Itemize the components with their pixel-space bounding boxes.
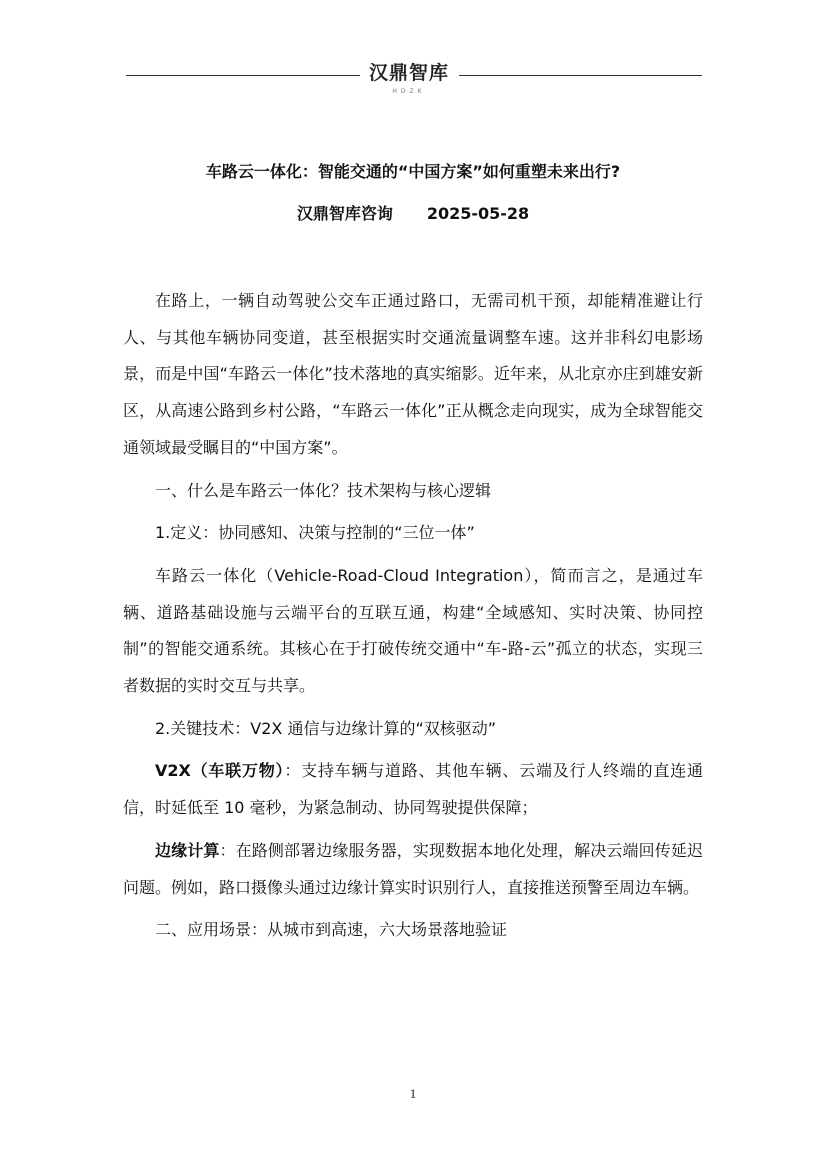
header-rule-right [459,75,702,76]
section-heading-1: 一、什么是车路云一体化？技术架构与核心逻辑 [155,480,492,500]
article-body [123,283,703,949]
author: 汉鼎智库咨询 [296,204,393,223]
logo [362,60,456,97]
subheading-definition: 1.定义：协同感知、决策与控制的“三位一体” [155,523,475,543]
logo-english: HDZK [392,88,426,95]
page-number: 1 [409,1086,417,1101]
section-heading-2: 二、应用场景：从城市到高速，六大场景落地验证 [155,920,508,940]
definition-paragraph: 车路云一体化（Vehicle-Road-Cloud Integration），简而言之，是通过车辆、道路基础设施与云端平台的互联互通，构建“全域感知、实时决策、协同控制”的智能交通系统。其核心在于打破传统交通中“车-路-云”孤立的状态，实现三者数据的实时交互与共享。 [123,565,703,696]
article-title: 车路云一体化：智能交通的“中国方案”如何重塑未来出行? [205,162,621,181]
edge-term: 边缘计算 [155,840,220,860]
subheading-key-tech: 2.关键技术：V2X 通信与边缘计算的“双核驱动” [155,718,497,738]
header-rule-left [126,75,360,76]
byline [0,201,826,224]
intro-paragraph: 在路上，一辆自动驾驶公交车正通过路口，无需司机干预，却能精准避让行人、与其他车辆协同变道，甚至根据实时交通流量调整车速。这并非科幻电影场景，而是中国“车路云一体化”技术落地的真实缩影。近年来，从北京亦庄到雄安新区，从高速公路到乡村公路，“车路云一体化”正从概念走向现实，成为全球智能交通领域最受瞩目的“中国方案”。 [123,291,703,457]
logo-chinese: 汉鼎智库 [368,62,449,84]
edge-text: ：在路侧部署边缘服务器，实现数据本地化处理，解决云端回传延迟问题。例如，路口摄像头通过边缘计算实时识别行人，直接推送预警至周边车辆。 [123,840,703,897]
v2x-paragraph [123,753,703,826]
edge-paragraph [123,833,703,906]
page-header [0,0,826,110]
v2x-term: V2X（车联万物） [155,761,285,781]
v2x-text: ：支持车辆与道路、其他车辆、云端及行人终端的直连通信，时延低至 10 毫秒，为紧急制动、协同驾驶提供保障； [123,761,703,818]
date: 2025-05-28 [426,204,530,223]
